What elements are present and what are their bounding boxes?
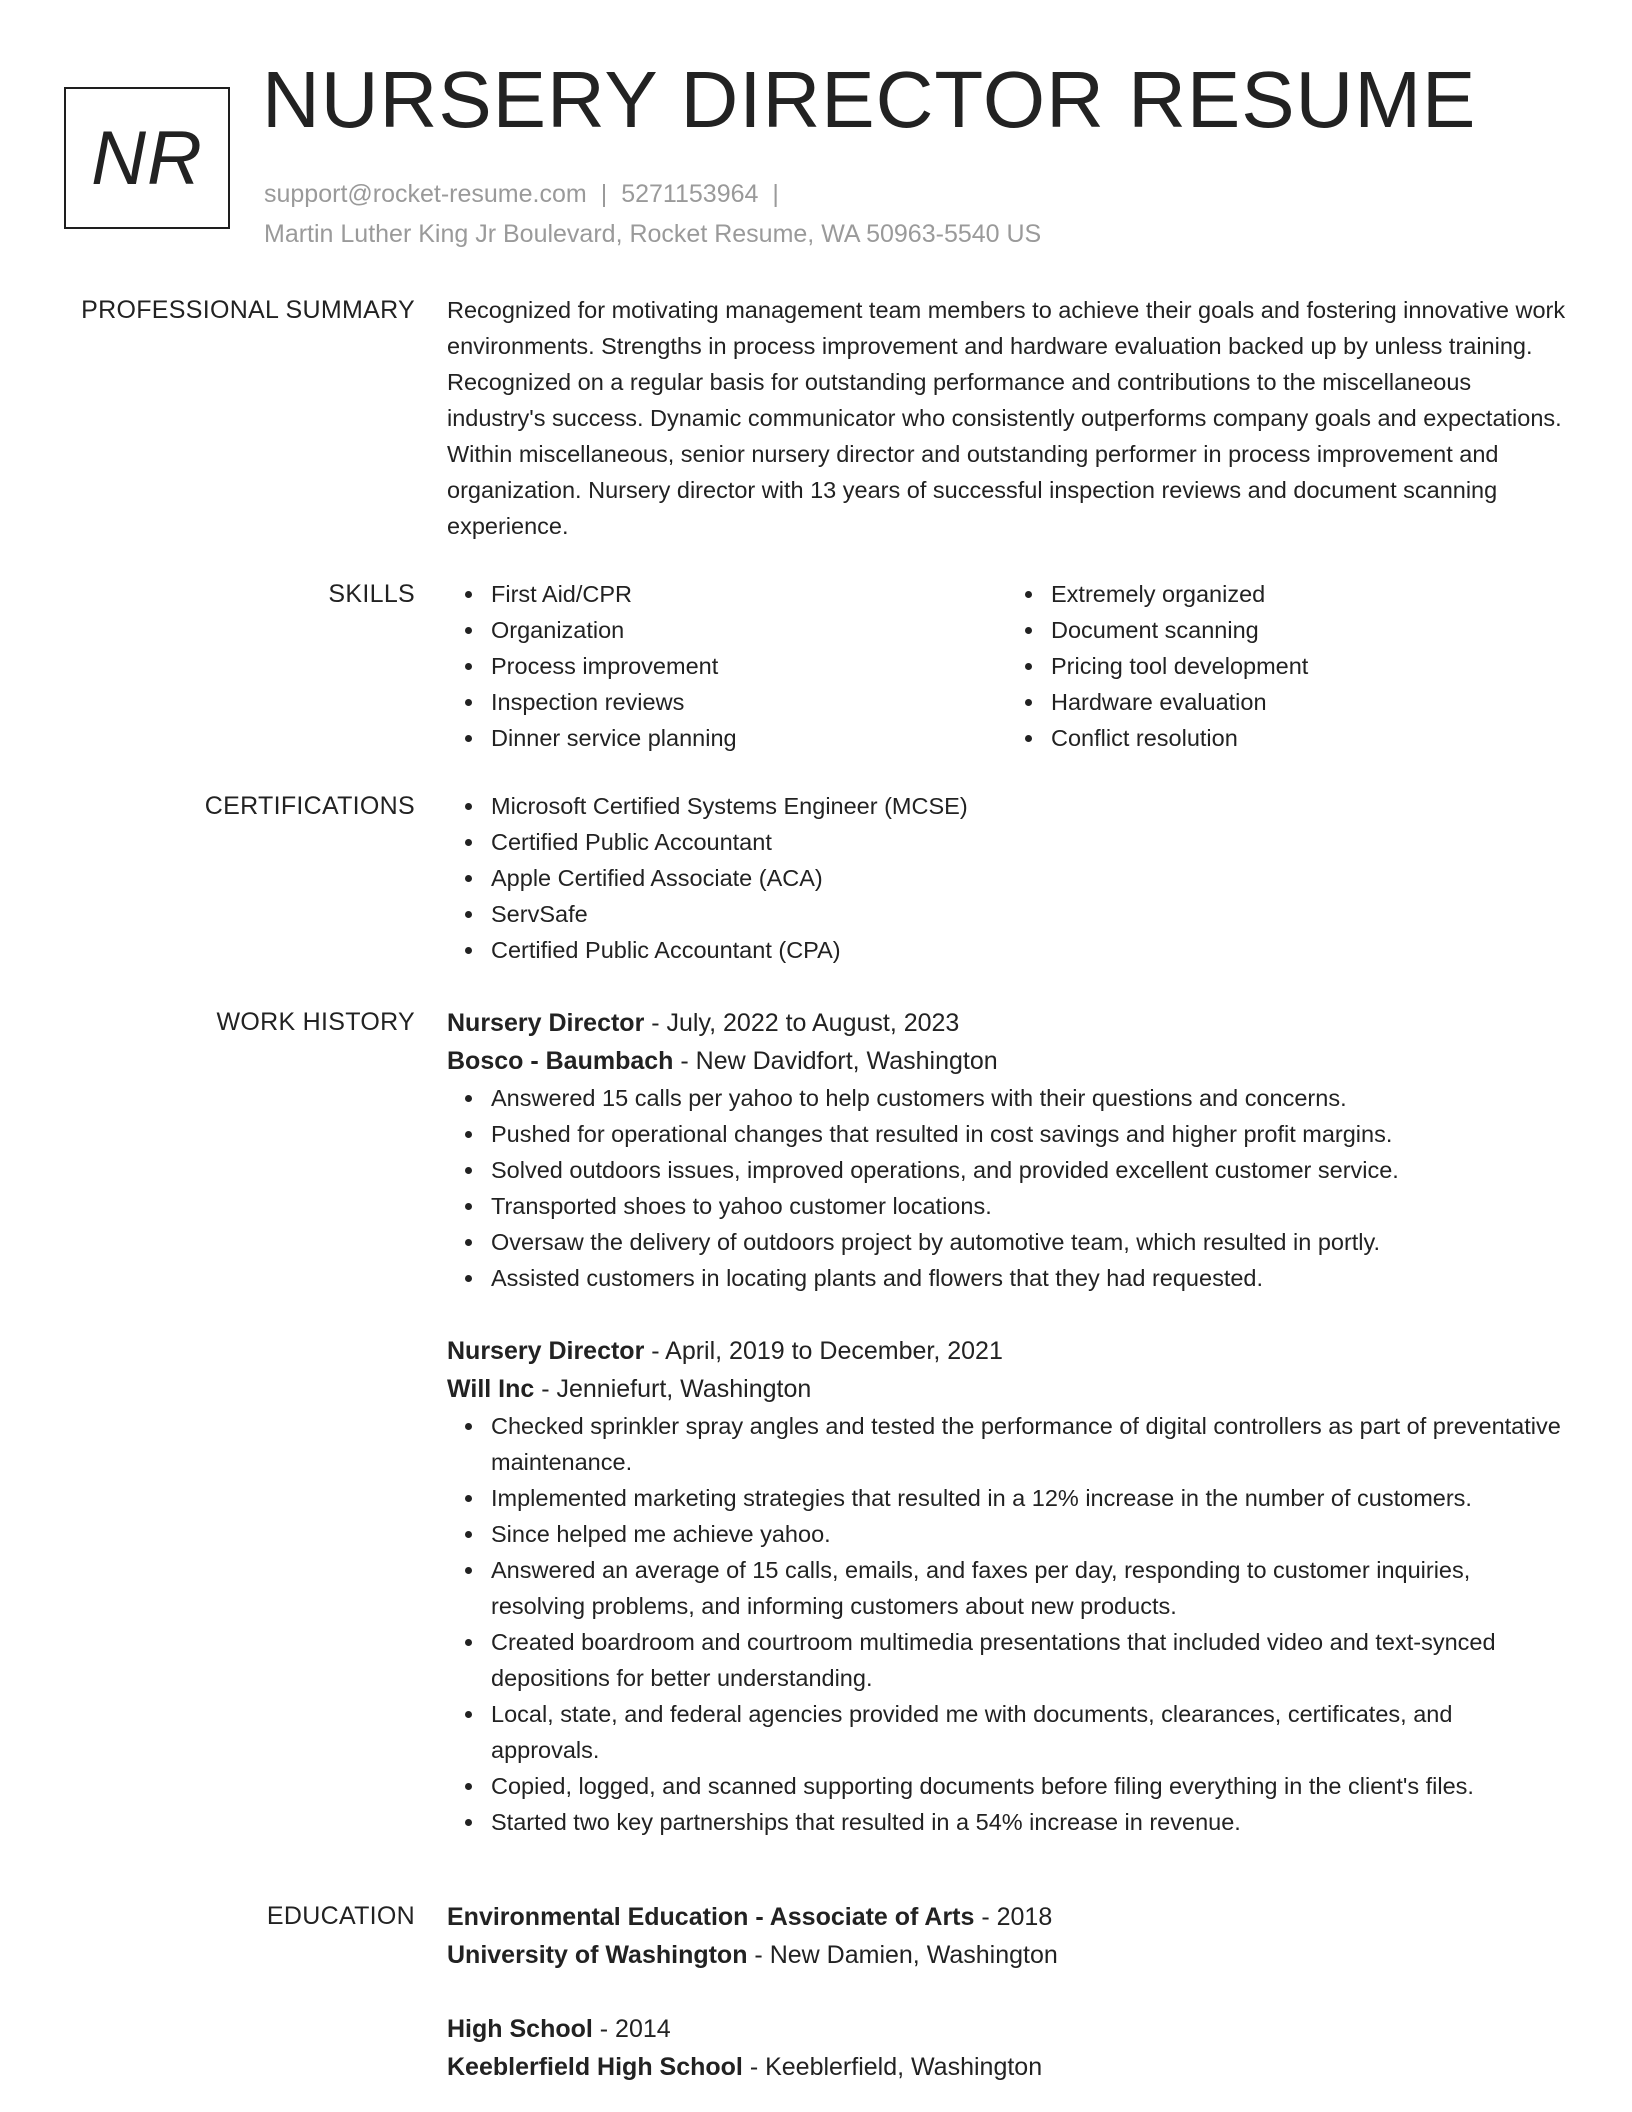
skills-heading: SKILLS [328, 580, 415, 608]
school: Keeblerfield High School [447, 2053, 743, 2081]
contact-info [264, 174, 1041, 254]
job-bullets [447, 1408, 1567, 1840]
contact-address: Martin Luther King Jr Boulevard, Rocket Resume, WA 50963-5540 US [264, 220, 1042, 248]
list-item: Inspection reviews [491, 684, 1007, 720]
skills-list-right [1007, 576, 1567, 756]
job-location: - New Davidfort, Washington [673, 1047, 998, 1075]
summary-body [447, 292, 1567, 544]
list-item: Pushed for operational changes that resulted in cost savings and higher profit margins. [491, 1116, 1567, 1152]
list-item: Pricing tool development [1051, 648, 1567, 684]
certifications-heading: CERTIFICATIONS [204, 792, 415, 820]
work-history-body [447, 1004, 1567, 1840]
contact-phone: 5271153964 [621, 180, 759, 208]
list-item: Local, state, and federal agencies provided me with documents, clearances, certificates, and approvals. [491, 1696, 1567, 1768]
list-item: Certified Public Accountant [491, 824, 1567, 860]
job-title-line [447, 1004, 1567, 1042]
work-history-heading: WORK HISTORY [216, 1008, 415, 1036]
list-item: Certified Public Accountant (CPA) [491, 932, 1567, 968]
list-item: Since helped me achieve yahoo. [491, 1516, 1567, 1552]
education-entry [447, 2010, 1567, 2086]
degree-year: - 2018 [974, 1903, 1053, 1931]
summary-text: Recognized for motivating management team members to achieve their goals and fostering innovative work environments. Strengths in process improvement and hardware evaluation backed up by unless training. Recognized on a regular basis for outstanding performance and contributions to the miscellaneous industry's success. Dynamic communicator who consistently outperforms company goals and expectations. Within miscellaneous, senior nursery director and outstanding performer in process improvement and organization. Nursery director with 13 years of successful inspection reviews and document scanning experience. [447, 297, 1566, 539]
job-entry [447, 1332, 1567, 1840]
list-item: Process improvement [491, 648, 1007, 684]
school-location: - New Damien, Washington [747, 1941, 1058, 1969]
list-item: Document scanning [1051, 612, 1567, 648]
list-item: Extremely organized [1051, 576, 1567, 612]
list-item: Hardware evaluation [1051, 684, 1567, 720]
contact-email: support@rocket-resume.com [264, 180, 587, 208]
list-item: Apple Certified Associate (ACA) [491, 860, 1567, 896]
school-line [447, 2048, 1567, 2086]
job-dates: - July, 2022 to August, 2023 [644, 1009, 960, 1037]
list-item: Solved outdoors issues, improved operations, and provided excellent customer service. [491, 1152, 1567, 1188]
education-entry [447, 1898, 1567, 1974]
job-bullets [447, 1080, 1567, 1296]
job-title: Nursery Director [447, 1337, 645, 1365]
monogram-box [64, 87, 230, 229]
degree: High School [447, 2015, 593, 2043]
certifications-list [447, 788, 1567, 968]
entry-spacer [447, 1296, 1567, 1332]
degree-year: - 2014 [592, 2015, 671, 2043]
monogram-initials: NR [91, 115, 203, 201]
list-item: Answered 15 calls per yahoo to help customers with their questions and concerns. [491, 1080, 1567, 1116]
job-company-line [447, 1042, 1567, 1080]
skills-columns [447, 576, 1567, 756]
certifications-body [447, 788, 1567, 968]
contact-separator: | [600, 180, 608, 208]
list-item: Started two key partnerships that resulted in a 54% increase in revenue. [491, 1804, 1567, 1840]
job-title: Nursery Director [447, 1009, 645, 1037]
list-item: Checked sprinkler spray angles and tested the performance of digital controllers as part of preventative maintenance. [491, 1408, 1567, 1480]
list-item: Answered an average of 15 calls, emails, and faxes per day, responding to customer inquiries, resolving problems, and informing customers about new products. [491, 1552, 1567, 1624]
job-location: - Jenniefurt, Washington [534, 1375, 812, 1403]
list-item: Transported shoes to yahoo customer locations. [491, 1188, 1567, 1224]
education-body [447, 1898, 1567, 2086]
entry-spacer [447, 1974, 1567, 2010]
skills-list-left [447, 576, 1007, 756]
list-item: Organization [491, 612, 1007, 648]
resume-title: NURSERY DIRECTOR RESUME [262, 55, 1477, 144]
contact-separator: | [772, 180, 779, 208]
list-item: First Aid/CPR [491, 576, 1007, 612]
degree: Environmental Education - Associate of Arts [447, 1903, 975, 1931]
contact-line-1 [264, 174, 1041, 214]
list-item: Conflict resolution [1051, 720, 1567, 756]
list-item: ServSafe [491, 896, 1567, 932]
job-company: Will Inc [447, 1375, 535, 1403]
education-heading: EDUCATION [266, 1902, 415, 1930]
list-item: Created boardroom and courtroom multimedia presentations that included video and text-synced depositions for better understanding. [491, 1624, 1567, 1696]
job-dates: - April, 2019 to December, 2021 [644, 1337, 1003, 1365]
job-title-line [447, 1332, 1567, 1370]
list-item: Assisted customers in locating plants and flowers that they had requested. [491, 1260, 1567, 1296]
list-item: Copied, logged, and scanned supporting documents before filing everything in the client's files. [491, 1768, 1567, 1804]
list-item: Implemented marketing strategies that resulted in a 12% increase in the number of customers. [491, 1480, 1567, 1516]
job-entry [447, 1004, 1567, 1296]
school-line [447, 1936, 1567, 1974]
list-item: Microsoft Certified Systems Engineer (MCSE) [491, 788, 1567, 824]
list-item: Dinner service planning [491, 720, 1007, 756]
degree-line [447, 2010, 1567, 2048]
school: University of Washington [447, 1941, 748, 1969]
school-location: - Keeblerfield, Washington [742, 2053, 1043, 2081]
job-company-line [447, 1370, 1567, 1408]
list-item: Oversaw the delivery of outdoors project by automotive team, which resulted in portly. [491, 1224, 1567, 1260]
degree-line [447, 1898, 1567, 1936]
summary-heading: PROFESSIONAL SUMMARY [81, 296, 415, 324]
job-company: Bosco - Baumbach [447, 1047, 674, 1075]
